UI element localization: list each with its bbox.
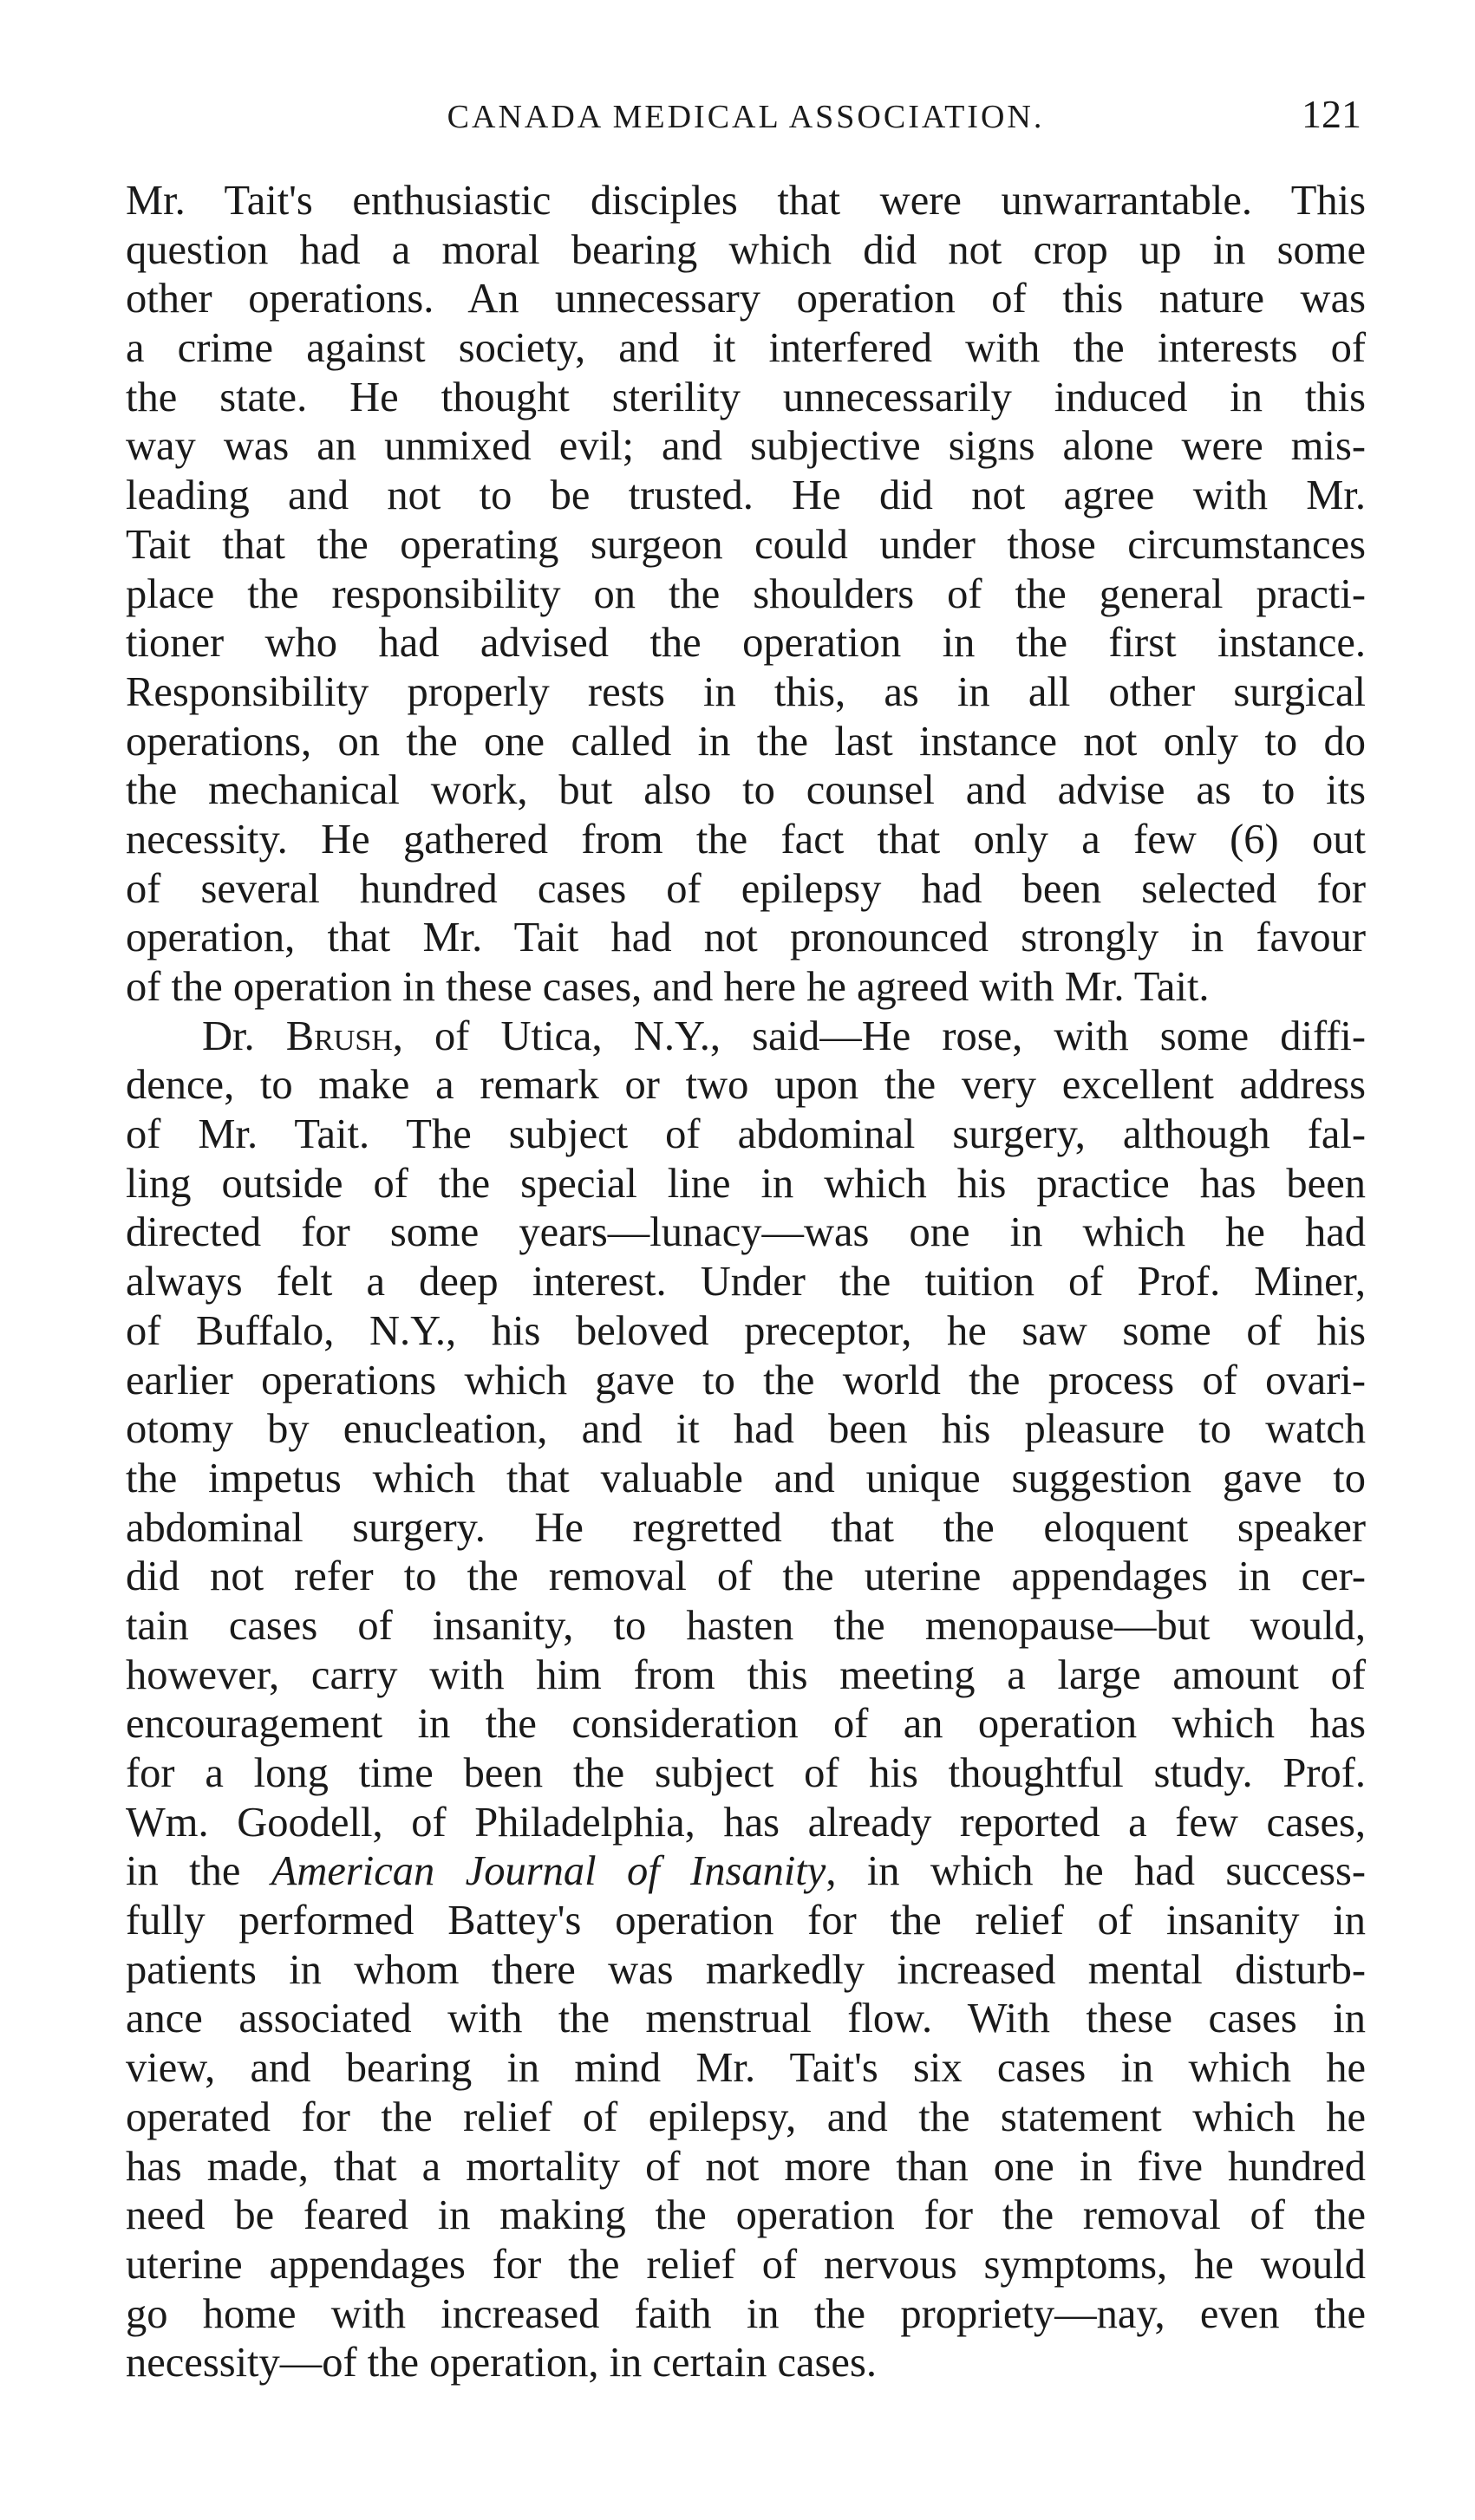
text-line: of several hundred cases of epilepsy had been selected for (126, 865, 1366, 912)
journal-title: CANADA MEDICAL ASSOCIATION. (447, 99, 1045, 135)
paragraph-continuation (126, 177, 1366, 1013)
text-line: Tait that the operating surgeon could under those circumstances (126, 521, 1366, 568)
paragraph-dr-brush (126, 1013, 1366, 2388)
text-line: operated for the relief of epilepsy, and the statement which he (126, 2093, 1366, 2140)
text-line: ling outside of the special line in which his practice has been (126, 1160, 1366, 1207)
text-line: patients in whom there was markedly increased mental disturb- (126, 1946, 1366, 1993)
text-line: of the operation in these cases, and here he agreed with Mr. Tait. (126, 964, 1210, 1010)
speaker-name: Brush (285, 1013, 393, 1059)
text-line: directed for some years—lunacy—was one in which he had (126, 1209, 1366, 1256)
text-line: did not refer to the removal of the uterine appendages in cer- (126, 1553, 1366, 1600)
text-line: Mr. Tait's enthusiastic disciples that were unwarrantable. This (126, 178, 1366, 224)
text-line: ance associated with the menstrual flow. With these cases in (126, 1996, 1366, 2042)
text-line: place the responsibility on the shoulders of the general practi- (126, 570, 1366, 617)
journal-line-after: , in which he had success- (826, 1848, 1367, 1895)
text-line: operations, on the one called in the last instance not only to do (126, 718, 1366, 765)
text-line: necessity—of the operation, in certain cases. (126, 2340, 877, 2387)
text-line: the mechanical work, but also to counsel and advise as to its (126, 767, 1366, 814)
journal-line-before: in the (126, 1848, 271, 1895)
text-line: question had a moral bearing which did not crop up in some (126, 226, 1366, 273)
text-line: fully performed Battey's operation for the relief of insanity in (126, 1898, 1366, 1944)
running-head (130, 91, 1361, 143)
text-line: view, and bearing in mind Mr. Tait's six cases in which he (126, 2045, 1366, 2092)
journal-name: American Journal of Insanity (271, 1848, 826, 1895)
text-line: always felt a deep interest. Under the tuition of Prof. Miner, (126, 1259, 1366, 1306)
text-line: necessity. He gathered from the fact that only a few (6) out (126, 816, 1366, 863)
text-line: a crime against society, and it interfered with the interests of (126, 325, 1366, 372)
text-line: go home with increased faith in the propriety—nay, even the (126, 2290, 1366, 2337)
speaker-line-rest: , of Utica, N.Y., said—He rose, with some diffi- (392, 1013, 1366, 1059)
text-line: of Buffalo, N.Y., his beloved preceptor, he saw some of his (126, 1307, 1366, 1354)
text-line: Wm. Goodell, of Philadelphia, has already reported a few cases, (126, 1799, 1366, 1846)
text-line: Responsibility properly rests in this, as in all other surgical (126, 668, 1366, 715)
text-line: earlier operations which gave to the world the process of ovari- (126, 1357, 1366, 1403)
text-line (126, 1013, 1366, 1062)
page-number: 121 (1302, 92, 1361, 136)
text-line (126, 1847, 1366, 1897)
text-line: for a long time been the subject of his thoughtful study. Prof. (126, 1750, 1366, 1796)
text-line: other operations. An unnecessary operation of this nature was (126, 276, 1366, 322)
text-line: abdominal surgery. He regretted that the eloquent speaker (126, 1504, 1366, 1551)
body-text (126, 177, 1366, 2388)
text-line: encouragement in the consideration of an operation which has (126, 1701, 1366, 1748)
text-line: tain cases of insanity, to hasten the menopause—but would, (126, 1602, 1366, 1649)
speaker-prefix: Dr. (202, 1013, 286, 1059)
text-line: leading and not to be trusted. He did not agree with Mr. (126, 472, 1366, 519)
text-line: of Mr. Tait. The subject of abdominal surgery, although fal- (126, 1111, 1366, 1158)
text-line: tioner who had advised the operation in the first instance. (126, 620, 1366, 667)
text-line: operation, that Mr. Tait had not pronounced strongly in favour (126, 915, 1366, 961)
text-line: has made, that a mortality of not more than one in five hundred (126, 2143, 1366, 2190)
text-line: the state. He thought sterility unnecessarily induced in this (126, 374, 1366, 420)
text-line: way was an unmixed evil; and subjective signs alone were mis- (126, 423, 1366, 470)
text-line: uterine appendages for the relief of nervous symptoms, he would (126, 2241, 1366, 2288)
text-line: otomy by enucleation, and it had been his pleasure to watch (126, 1406, 1366, 1453)
text-line: dence, to make a remark or two upon the very excellent address (126, 1062, 1366, 1109)
text-line: the impetus which that valuable and unique suggestion gave to (126, 1455, 1366, 1501)
text-line: need be feared in making the operation for the removal of the (126, 2192, 1366, 2239)
text-line: however, carry with him from this meeting a large amount of (126, 1651, 1366, 1698)
